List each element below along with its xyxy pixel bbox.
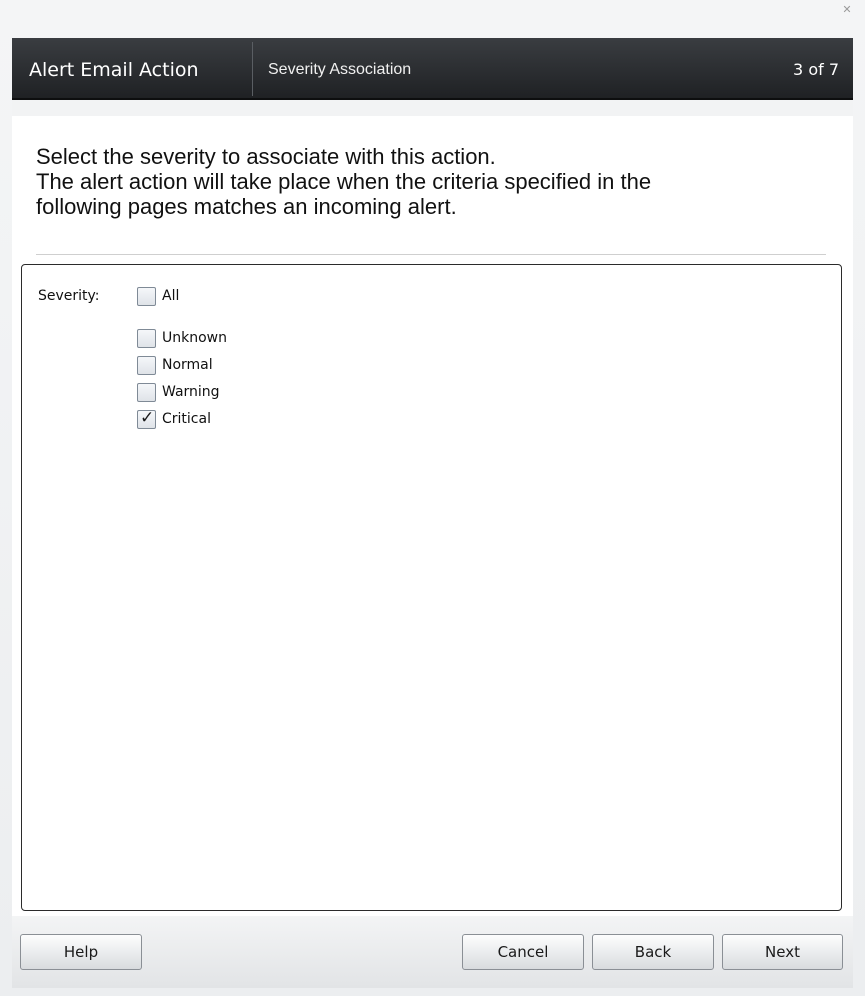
header-divider (252, 42, 253, 96)
checkbox-label: Normal (162, 357, 213, 373)
back-button[interactable]: Back (592, 934, 714, 970)
checkbox-label: Warning (162, 384, 220, 400)
severity-panel (21, 264, 842, 911)
close-icon[interactable]: ✕ (842, 3, 852, 16)
next-button[interactable]: Next (722, 934, 843, 970)
cancel-button[interactable]: Cancel (462, 934, 584, 970)
checkbox-label: All (162, 288, 180, 304)
severity-normal-checkbox[interactable] (137, 354, 213, 376)
wizard-step-name: Severity Association (268, 61, 412, 78)
intro-line-3: following pages matches an incoming alert. (36, 194, 457, 219)
checkbox-box[interactable] (137, 329, 156, 348)
checkbox-box[interactable] (137, 410, 156, 429)
wizard-content (12, 116, 853, 916)
intro-text (36, 144, 816, 219)
checkbox-box[interactable] (137, 383, 156, 402)
wizard-dialog (12, 38, 853, 988)
separator (36, 254, 826, 255)
severity-all-checkbox[interactable] (137, 285, 179, 307)
checkbox-label: Unknown (162, 330, 227, 346)
checkbox-box[interactable] (137, 287, 156, 306)
wizard-footer (12, 916, 853, 988)
severity-warning-checkbox[interactable] (137, 381, 220, 403)
checkbox-label: Critical (162, 411, 211, 427)
severity-unknown-checkbox[interactable] (137, 327, 227, 349)
severity-label: Severity: (38, 288, 100, 304)
wizard-title: Alert Email Action (29, 59, 199, 81)
checkbox-box[interactable] (137, 356, 156, 375)
wizard-header (12, 38, 853, 100)
intro-line-1: Select the severity to associate with this action. (36, 144, 496, 169)
severity-critical-checkbox[interactable] (137, 408, 211, 430)
help-button[interactable]: Help (20, 934, 142, 970)
wizard-step-count: 3 of 7 (793, 60, 839, 79)
intro-line-2: The alert action will take place when the criteria specified in the (36, 169, 652, 194)
